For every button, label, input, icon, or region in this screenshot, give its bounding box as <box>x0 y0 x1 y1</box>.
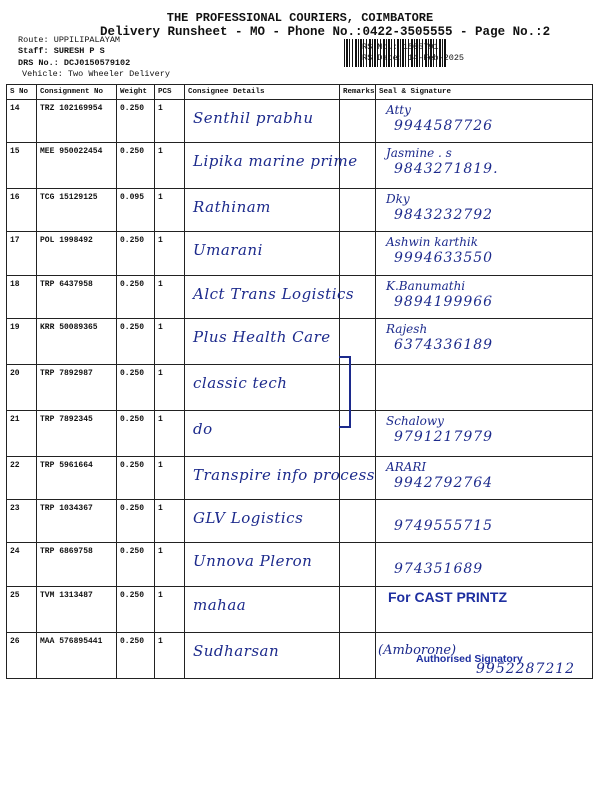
rs-date-line: RS Date: 14-Feb-2025 <box>362 53 465 63</box>
remarks-cell <box>340 543 376 587</box>
signature-name: ARARI <box>386 460 427 474</box>
company-stamp: For CAST PRINTZ <box>388 589 507 605</box>
runsheet-table <box>6 84 593 679</box>
remarks-cell <box>340 189 376 232</box>
table-row <box>7 500 593 543</box>
table-row <box>7 319 593 365</box>
remarks-cell <box>340 500 376 543</box>
handwritten-consignee: Senthil prabhu <box>193 109 314 127</box>
serial-no-cell: 16 <box>7 189 37 232</box>
table-row <box>7 232 593 276</box>
signature-phone: 9843232792 <box>394 207 494 223</box>
table-row <box>7 411 593 457</box>
pcs-cell: 1 <box>155 276 185 319</box>
signature-phone: 6374336189 <box>394 337 494 353</box>
serial-no-cell: 24 <box>7 543 37 587</box>
consignment-no-cell: TRP 6869758 <box>37 543 117 587</box>
col-header: S No <box>7 85 37 100</box>
pcs-cell: 1 <box>155 319 185 365</box>
handwritten-consignee: classic tech <box>193 374 288 392</box>
signature-phone: 9843271819. <box>394 161 499 177</box>
signature-phone: 9952287212 <box>476 661 576 677</box>
pcs-cell: 1 <box>155 100 185 143</box>
rs-no-value: 1505791 <box>402 42 439 52</box>
consignee-cell <box>185 411 340 457</box>
signature-phone: 9894199966 <box>394 294 494 310</box>
serial-no-cell: 25 <box>7 587 37 633</box>
weight-cell: 0.250 <box>117 587 155 633</box>
signature-phone: 9749555715 <box>394 518 494 534</box>
remarks-cell <box>340 276 376 319</box>
authorised-signatory-stamp: Authorised Signatory <box>416 653 523 665</box>
seal-signature-cell <box>376 457 593 500</box>
handwritten-consignee: Unnova Pleron <box>193 552 313 570</box>
signature-name: Rajesh <box>386 322 428 336</box>
col-header: Consignee Details <box>185 85 340 100</box>
pcs-cell: 1 <box>155 232 185 276</box>
consignment-no-cell: TRP 6437958 <box>37 276 117 319</box>
drs-line: DRS No.: DCJ0150579102 <box>18 58 131 68</box>
consignment-no-cell: TVM 1313487 <box>37 587 117 633</box>
handwritten-consignee: Lipika marine prime <box>193 152 358 170</box>
signature-name: K.Banumathi <box>386 279 466 293</box>
pcs-cell: 1 <box>155 411 185 457</box>
signature-phone: 9994633550 <box>394 250 494 266</box>
remarks-cell <box>340 232 376 276</box>
vehicle-line: Vehicle: Two Wheeler Delivery <box>22 69 170 79</box>
pcs-cell: 1 <box>155 189 185 232</box>
signature-phone: 9944587726 <box>394 118 494 134</box>
route-line: Route: UPPILIPALAYAM <box>18 35 121 45</box>
consignee-cell <box>185 232 340 276</box>
seal-signature-cell <box>376 189 593 232</box>
signature-name: Schalowy <box>386 414 444 428</box>
pcs-cell: 1 <box>155 543 185 587</box>
col-header: Seal & Signature <box>376 85 593 100</box>
handwritten-consignee: mahaa <box>193 596 247 614</box>
consignee-cell <box>185 143 358 189</box>
consignee-cell <box>185 319 340 365</box>
weight-cell: 0.250 <box>117 100 155 143</box>
consignment-no-cell: KRR 50089365 <box>37 319 117 365</box>
consignment-no-cell: TRP 7892987 <box>37 365 117 411</box>
weight-cell: 0.250 <box>117 276 155 319</box>
table-row <box>7 189 593 232</box>
consignee-cell <box>185 365 340 411</box>
pcs-cell: 1 <box>155 365 185 411</box>
consignee-cell <box>185 500 340 543</box>
consignment-no-cell: TCG 15129125 <box>37 189 117 232</box>
col-header: Weight <box>117 85 155 100</box>
serial-no-cell: 15 <box>7 143 37 189</box>
signature-name: Dky <box>386 192 410 206</box>
pcs-cell: 1 <box>155 457 185 500</box>
col-header: Remarks <box>340 85 376 100</box>
consignee-cell <box>185 587 340 633</box>
consignee-cell <box>185 543 340 587</box>
handwritten-consignee: Sudharsan <box>193 642 280 660</box>
rs-date-value: 14-Feb-2025 <box>407 53 465 63</box>
remarks-cell <box>340 100 376 143</box>
serial-no-cell: 26 <box>7 633 37 679</box>
table-row <box>7 143 593 189</box>
weight-cell: 0.250 <box>117 411 155 457</box>
signature-name: Atty <box>386 103 411 117</box>
table-row <box>7 276 593 319</box>
serial-no-cell: 14 <box>7 100 37 143</box>
serial-no-cell: 23 <box>7 500 37 543</box>
company-name: THE PROFESSIONAL COURIERS, COIMBATORE <box>166 11 434 25</box>
signature-phone: 9942792764 <box>394 475 494 491</box>
seal-signature-cell <box>376 587 593 633</box>
seal-signature-cell <box>376 232 593 276</box>
remarks-cell <box>340 143 376 189</box>
signature-phone: 974351689 <box>394 561 484 577</box>
table-header-row <box>7 85 593 100</box>
handwritten-consignee: Rathinam <box>193 198 271 216</box>
seal-signature-cell <box>376 543 593 587</box>
serial-no-cell: 22 <box>7 457 37 500</box>
table-row <box>7 457 593 500</box>
remarks-cell <box>340 633 376 679</box>
weight-cell: 0.250 <box>117 500 155 543</box>
consignee-cell <box>185 189 340 232</box>
drs-value: DCJ0150579102 <box>63 58 131 68</box>
serial-no-cell: 18 <box>7 276 37 319</box>
staff-line: Staff: SURESH P S <box>18 46 105 56</box>
weight-cell: 0.250 <box>117 365 155 411</box>
pcs-cell: 1 <box>155 587 185 633</box>
serial-no-cell: 17 <box>7 232 37 276</box>
consignee-cell <box>185 100 340 143</box>
table-row <box>7 365 593 411</box>
weight-cell: 0.250 <box>117 633 155 679</box>
handwritten-consignee: do <box>193 420 213 438</box>
handwritten-consignee: Plus Health Care <box>193 328 331 346</box>
consignment-no-cell: MAA 576895441 <box>37 633 117 679</box>
signature-name: Ashwin karthik <box>386 235 479 249</box>
seal-signature-cell <box>376 100 593 143</box>
weight-cell: 0.250 <box>117 457 155 500</box>
consignment-no-cell: MEE 950022454 <box>37 143 117 189</box>
weight-cell: 0.250 <box>117 543 155 587</box>
consignee-cell <box>185 633 340 679</box>
handwritten-consignee: Transpire info process <box>193 466 375 484</box>
col-header: PCS <box>155 85 185 100</box>
col-header: Consignment No <box>37 85 117 100</box>
weight-cell: 0.250 <box>117 319 155 365</box>
serial-no-cell: 19 <box>7 319 37 365</box>
table-row <box>7 543 593 587</box>
remarks-cell <box>340 587 376 633</box>
seal-signature-cell <box>376 319 593 365</box>
table-row <box>7 587 593 633</box>
runsheet-title: Delivery Runsheet - MO - Phone No.:0422-3505555 - Page No.:2 <box>100 25 551 39</box>
vehicle-value: Two Wheeler Delivery <box>67 69 170 79</box>
serial-no-cell: 20 <box>7 365 37 411</box>
pcs-cell: 1 <box>155 633 185 679</box>
consignee-cell <box>185 276 355 319</box>
signature-name: Jasmine . s <box>386 146 452 160</box>
seal-signature-cell <box>376 365 593 411</box>
handwritten-note: (Amborone) <box>378 643 457 658</box>
signature-phone: 9791217979 <box>394 429 494 445</box>
weight-cell: 0.250 <box>117 143 155 189</box>
handwritten-bracket <box>339 356 351 428</box>
weight-cell: 0.250 <box>117 232 155 276</box>
serial-no-cell: 21 <box>7 411 37 457</box>
consignment-no-cell: TRZ 102169954 <box>37 100 117 143</box>
handwritten-consignee: Alct Trans Logistics <box>193 285 355 303</box>
pcs-cell: 1 <box>155 500 185 543</box>
handwritten-consignee: Umarani <box>193 241 263 259</box>
seal-signature-cell <box>376 411 593 457</box>
consignment-no-cell: TRP 1034367 <box>37 500 117 543</box>
seal-signature-cell <box>376 276 593 319</box>
handwritten-consignee: GLV Logistics <box>193 509 304 527</box>
pcs-cell: 1 <box>155 143 185 189</box>
rs-no-line: RS No.: 1505791 <box>362 42 439 52</box>
table-row <box>7 100 593 143</box>
consignee-cell <box>185 457 375 500</box>
staff-value: SURESH P S <box>53 46 105 56</box>
consignment-no-cell: TRP 7892345 <box>37 411 117 457</box>
weight-cell: 0.095 <box>117 189 155 232</box>
route-value: UPPILIPALAYAM <box>53 35 121 45</box>
remarks-cell <box>340 457 376 500</box>
seal-signature-cell <box>376 143 593 189</box>
table-row <box>7 633 593 679</box>
consignment-no-cell: TRP 5961664 <box>37 457 117 500</box>
consignment-no-cell: POL 1998492 <box>37 232 117 276</box>
seal-signature-cell <box>376 500 593 543</box>
